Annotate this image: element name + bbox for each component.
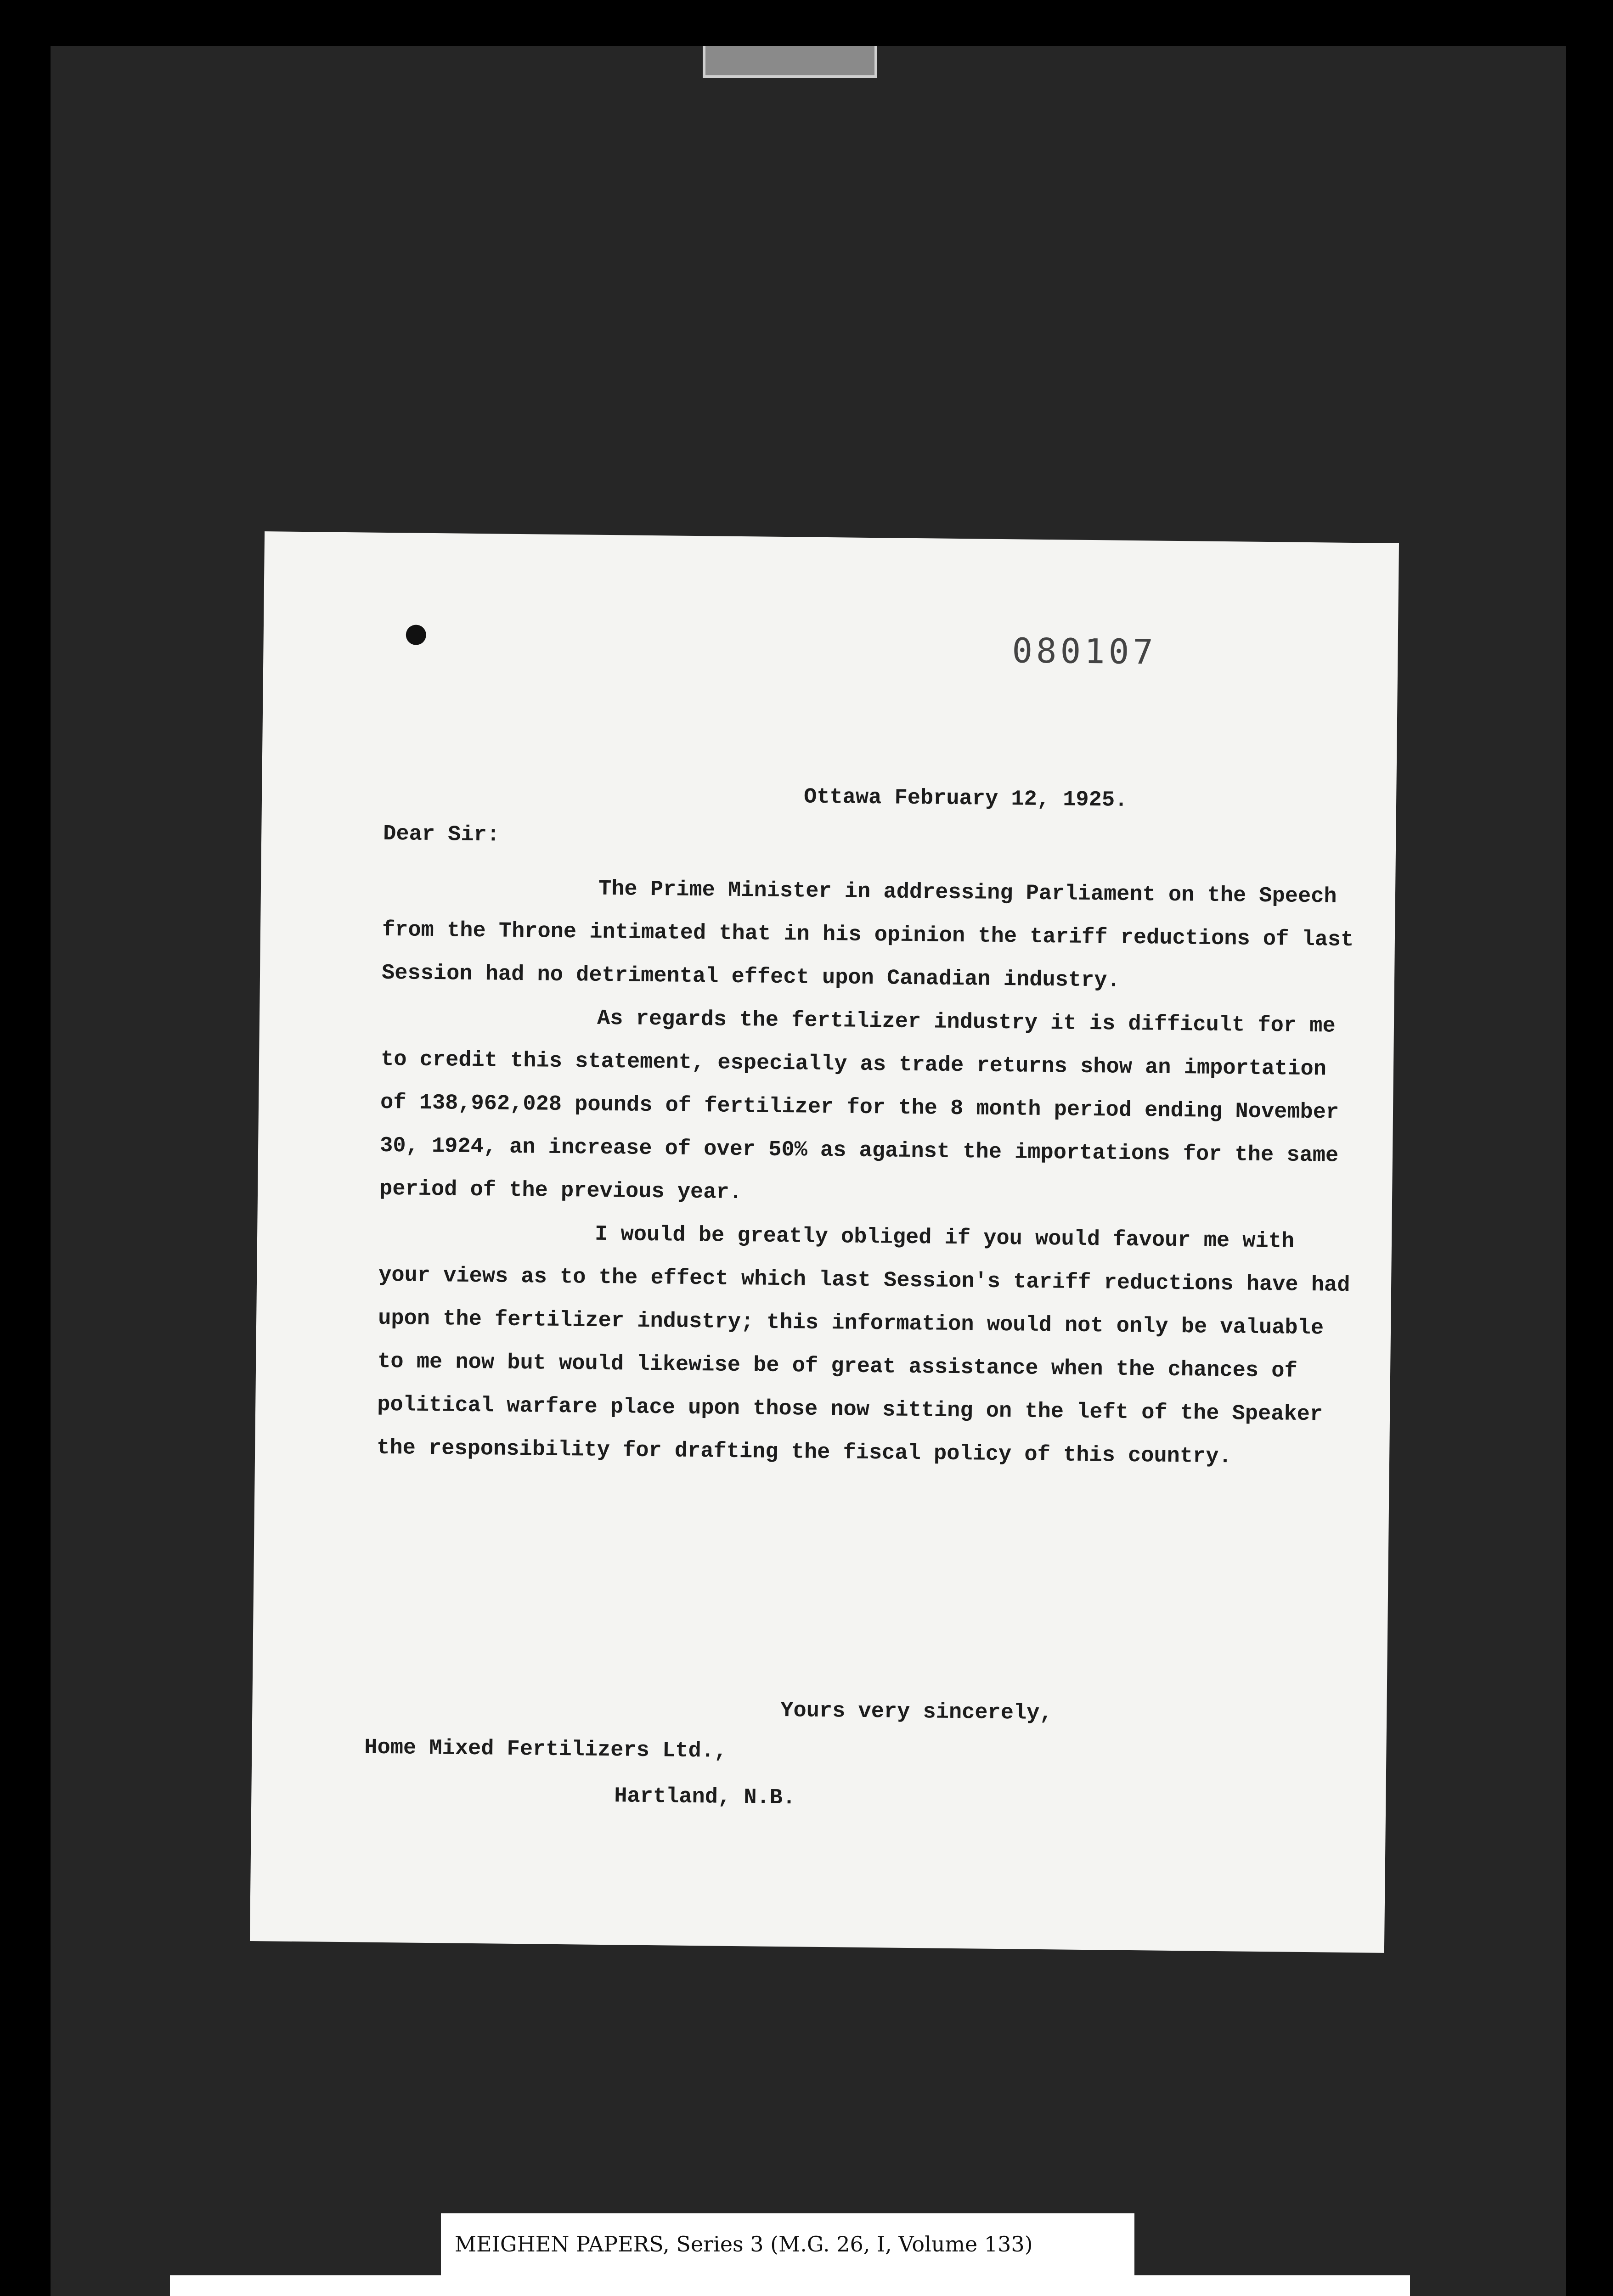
- series-label: MEIGHEN PAPERS, Series 3 (M.G. 26, I, Volume 133): [441, 2213, 1134, 2275]
- document-number: 080107: [1012, 631, 1157, 672]
- letter-body: [377, 866, 1357, 1480]
- salutation: Dear Sir:: [383, 822, 500, 848]
- paragraph-1: The Prime Minister in addressing Parliament on the Speech from the Throne intimated that in his opinion the tariff reductions of last Session had no detrimental effect upon Canadian industry.: [381, 877, 1354, 993]
- paragraph-2: As regards the fertilizer industry it is difficult for me to credit this statement, especially as trade returns show an importation of 138,962,028 pounds of fertilizer for the 8 month period ending November 30, 1924, an increase of over 50% as against the importations for the same period of the previous year.: [379, 1006, 1339, 1205]
- letter-page: [250, 531, 1399, 1953]
- closing: Yours very sincerely,: [780, 1699, 1053, 1726]
- addressee: Home Mixed Fertilizers Ltd.,: [364, 1735, 728, 1764]
- paragraph-3: I would be greatly obliged if you would favour me with your views as to the effect which last Session's tariff reductions have had upon the fertilizer industry; this information would not only be valuable to me now but would likewise be of great assistance when the chances of political warfare place upon those now sitting on the left of the Speaker the responsibility for drafting the fiscal policy of this country.: [376, 1222, 1350, 1469]
- paper-clip: [703, 46, 877, 78]
- punch-hole: [406, 625, 426, 645]
- addressee-place: Hartland, N.B.: [614, 1784, 796, 1811]
- dateline: Ottawa February 12, 1925.: [803, 785, 1128, 813]
- archives-card: [170, 2275, 1410, 2296]
